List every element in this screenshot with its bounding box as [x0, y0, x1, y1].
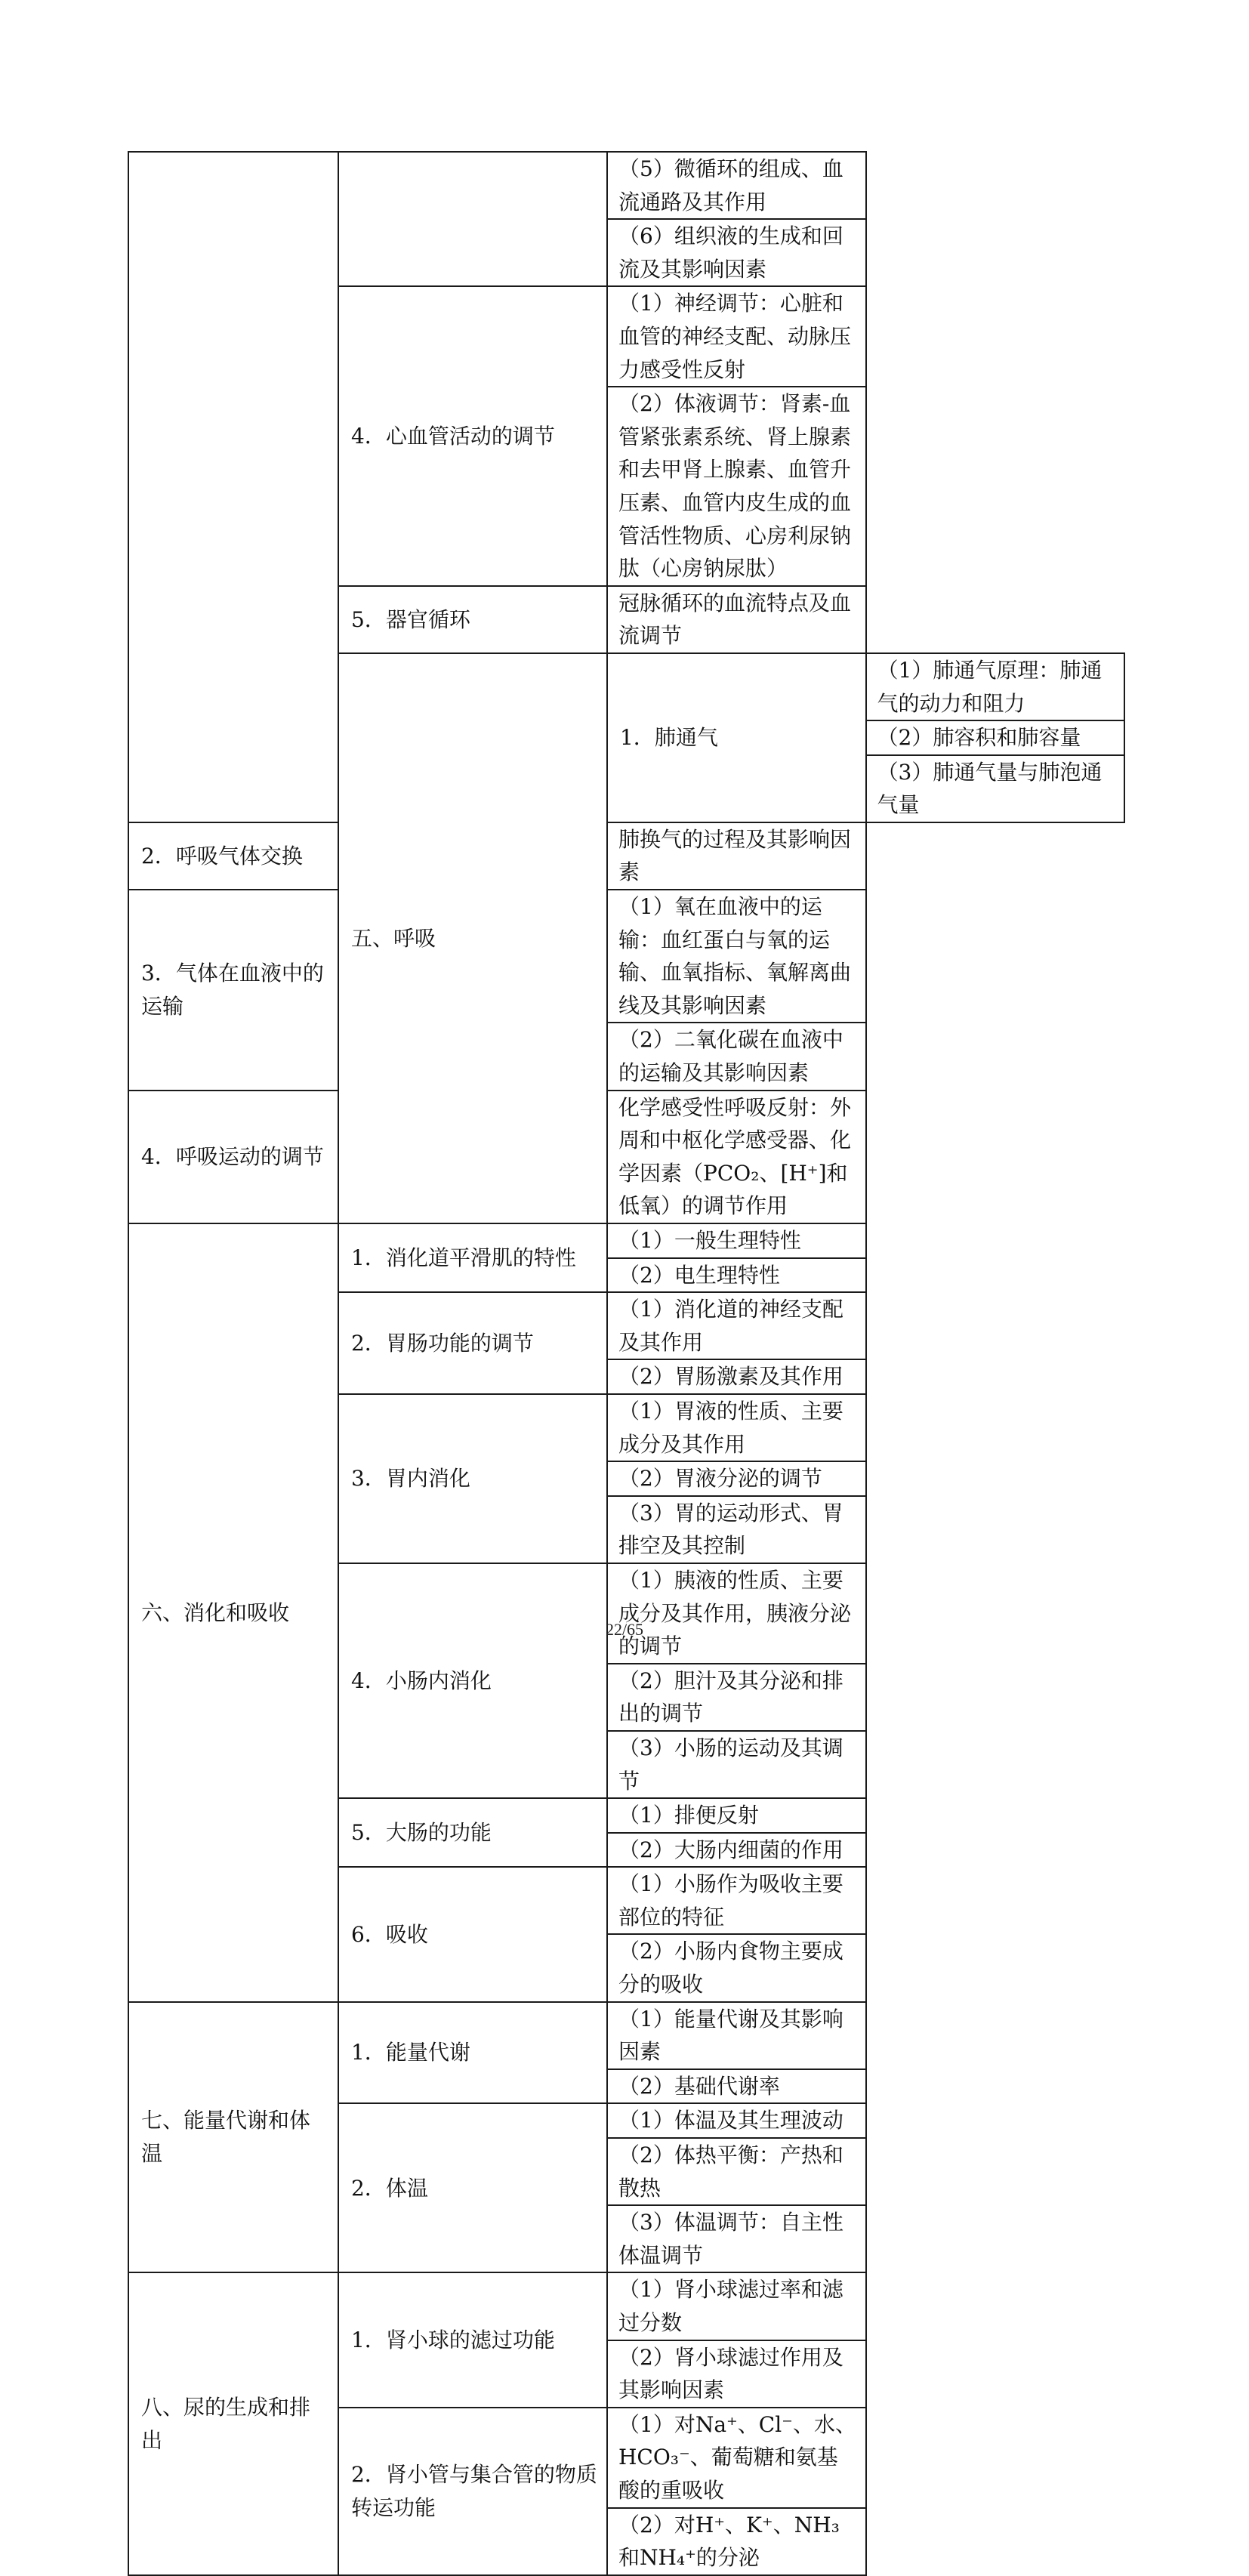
topic-cell: 4．小肠内消化: [338, 1563, 607, 1798]
item-cell: （2）二氧化碳在血液中的运输及其影响因素: [607, 1023, 866, 1090]
item-cell: 肺换气的过程及其影响因素: [607, 822, 866, 890]
topic-cell: 5．器官循环: [338, 586, 607, 653]
category-cell: 六、消化和吸收: [128, 1223, 338, 2002]
topic-cell: 2．体温: [338, 2103, 607, 2272]
item-cell: （1）消化道的神经支配及其作用: [607, 1292, 866, 1359]
item-cell: （2）对H⁺、K⁺、NH₃和NH₄⁺的分泌: [607, 2508, 866, 2575]
item-cell: （1）对Na⁺、Cl⁻、水、HCO₃⁻、葡萄糖和氨基酸的重吸收: [607, 2408, 866, 2508]
item-cell: （1）体温及其生理波动: [607, 2103, 866, 2138]
item-cell: （2）小肠内食物主要成分的吸收: [607, 1934, 866, 2001]
item-cell: （2）大肠内细菌的作用: [607, 1833, 866, 1868]
category-cell: 八、尿的生成和排出: [128, 2272, 338, 2574]
table-row: [128, 152, 1124, 219]
item-cell: （1）肾小球滤过率和滤过分数: [607, 2272, 866, 2340]
topic-cell: 2．呼吸气体交换: [128, 822, 338, 890]
item-cell: （1）能量代谢及其影响因素: [607, 2002, 866, 2069]
item-cell: （1）小肠作为吸收主要部位的特征: [607, 1867, 866, 1934]
table-row: [128, 890, 1124, 1023]
item-cell: （2）基础代谢率: [607, 2069, 866, 2104]
category-cell: [128, 152, 338, 822]
topic-cell: 3．气体在血液中的运输: [128, 890, 338, 1091]
topic-cell: 1．肺通气: [607, 653, 866, 822]
table-row: [128, 822, 1124, 890]
item-cell: （1）胃液的性质、主要成分及其作用: [607, 1394, 866, 1461]
item-cell: （1）肺通气原理：肺通气的动力和阻力: [866, 653, 1125, 720]
item-cell: （1）排便反射: [607, 1798, 866, 1833]
item-cell: 化学感受性呼吸反射：外周和中枢化学感受器、化学因素（PCO₂、[H⁺]和低氧）的调节作用: [607, 1091, 866, 1223]
item-cell: 冠脉循环的血流特点及血流调节: [607, 586, 866, 653]
item-cell: （1）胰液的性质、主要成分及其作用，胰液分泌的调节: [607, 1563, 866, 1664]
item-cell: （3）胃的运动形式、胃排空及其控制: [607, 1496, 866, 1563]
table-row: [128, 2002, 1124, 2069]
item-cell: （2）胃液分泌的调节: [607, 1461, 866, 1496]
table-row: [128, 2272, 1124, 2340]
topic-cell: 4．呼吸运动的调节: [128, 1091, 338, 1223]
topic-cell: 1．消化道平滑肌的特性: [338, 1223, 607, 1292]
category-cell: 七、能量代谢和体温: [128, 2002, 338, 2273]
item-cell: （1）一般生理特性: [607, 1223, 866, 1258]
table-row: [128, 1223, 1124, 1258]
topic-cell: 1．肾小球的滤过功能: [338, 2272, 607, 2407]
category-cell: 五、呼吸: [338, 653, 607, 1223]
item-cell: （6）组织液的生成和回流及其影响因素: [607, 219, 866, 286]
item-cell: （2）胆汁及其分泌和排出的调节: [607, 1664, 866, 1731]
table-row: [128, 1091, 1124, 1223]
topic-cell: 5．大肠的功能: [338, 1798, 607, 1867]
item-cell: （2）体热平衡：产热和散热: [607, 2138, 866, 2205]
item-cell: （2）胃肠激素及其作用: [607, 1359, 866, 1394]
topic-cell: 3．胃内消化: [338, 1394, 607, 1563]
item-cell: （2）肺容积和肺容量: [866, 720, 1125, 755]
syllabus-table: [128, 151, 1125, 2576]
topic-cell: [338, 152, 607, 286]
topic-cell: 4．心血管活动的调节: [338, 286, 607, 585]
topic-cell: 6．吸收: [338, 1867, 607, 2001]
page-number: 22/65: [605, 1620, 644, 1639]
item-cell: （2）肾小球滤过作用及其影响因素: [607, 2340, 866, 2408]
item-cell: （3）肺通气量与肺泡通气量: [866, 755, 1125, 822]
topic-cell: 2．肾小管与集合管的物质转运功能: [338, 2408, 607, 2575]
item-cell: （5）微循环的组成、血流通路及其作用: [607, 152, 866, 219]
item-cell: （1）神经调节：心脏和血管的神经支配、动脉压力感受性反射: [607, 286, 866, 387]
item-cell: （1）氧在血液中的运输：血红蛋白与氧的运输、血氧指标、氧解离曲线及其影响因素: [607, 890, 866, 1023]
item-cell: （3）小肠的运动及其调节: [607, 1731, 866, 1798]
topic-cell: 1．能量代谢: [338, 2002, 607, 2104]
topic-cell: 2．胃肠功能的调节: [338, 1292, 607, 1394]
item-cell: （2）体液调节：肾素-血管紧张素系统、肾上腺素和去甲肾上腺素、血管升压素、血管内皮生成的血管活性物质、心房利尿钠肽（心房钠尿肽）: [607, 387, 866, 586]
item-cell: （2）电生理特性: [607, 1258, 866, 1293]
item-cell: （3）体温调节：自主性体温调节: [607, 2205, 866, 2272]
